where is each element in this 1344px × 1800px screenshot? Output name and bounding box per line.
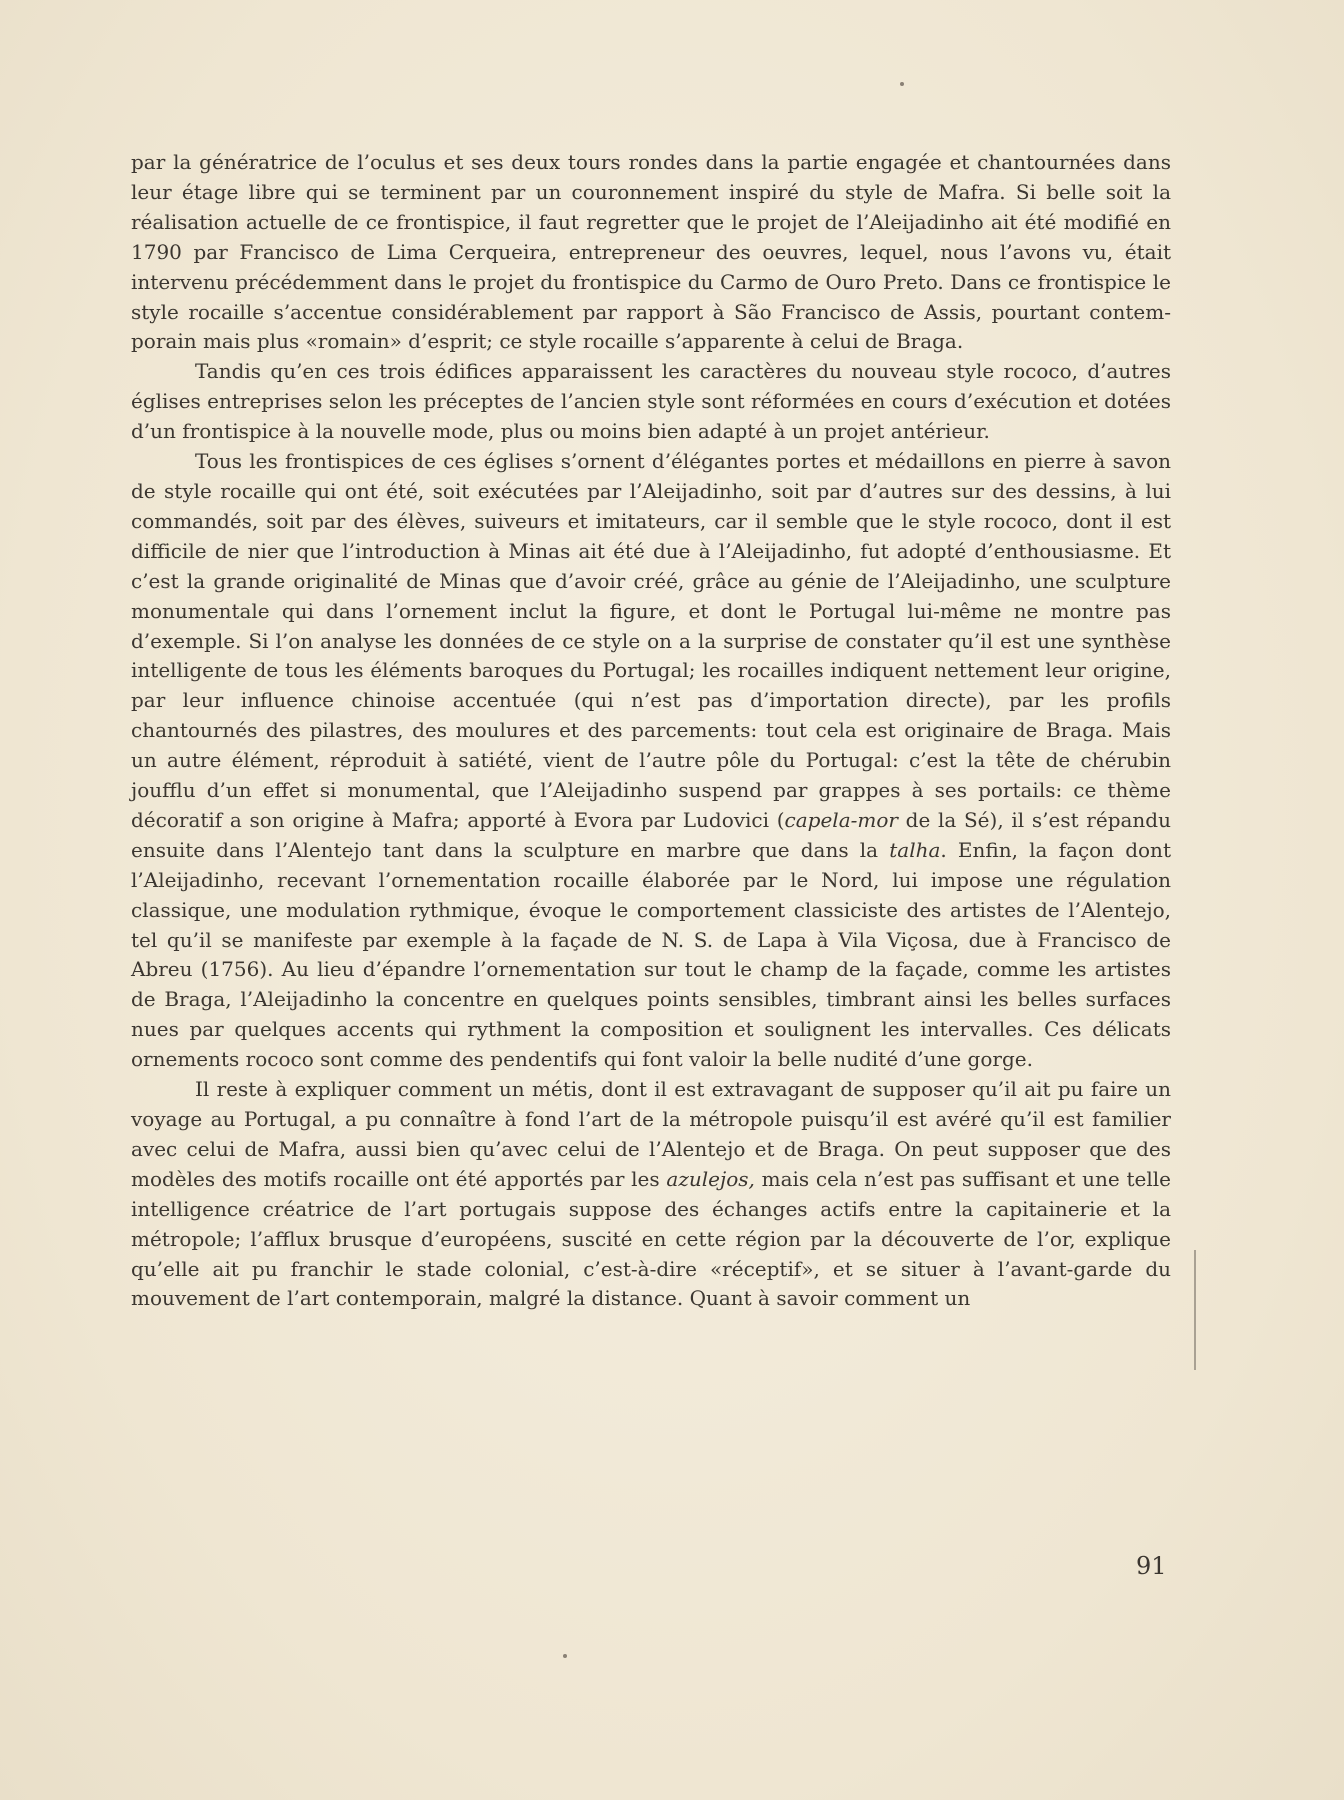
text-run: Tous les frontispices de ces églises s’ornent d’élégantes portes et médaillons en pierre à savon de style rocaille qui ont été, soit exécutées par l’Aleijadinho, soit par d’autres sur des dessins, à lui commandés, soit par des élèves, suiveurs et imitateurs, car il semble que le style rococo, dont il est difficile de nier que l’introduction à Minas ait été due à l’Aleijadinho, fut adopté d’enthousiasme. Et c’est la grande originalité de Minas que d’avoir créé, grâce au génie de l’Aleijadinho, une sculpture monumentale qui dans l’ornement inclut la figure, et dont le Portugal lui-même ne montre pas d’exemple. Si l’on analyse les données de ce style on a la surprise de constater qu’il est une synthèse intelligente de tous les éléments baroques du Portugal; les rocailles indiquent nettement leur origine, par leur influence chinoise accentuée (qui n’est pas d’importation directe), par les profils chantournés des pilastres, des moulures et des parcements: tout cela est originaire de Braga. Mais un autre élément, réproduit à satiété, vient de l’autre pôle du Portugal: c’est la tête de chérubin joufflu d’un effet si monumental, que l’Aleijadinho suspend par grappes à ses portails: ce thème décoratif a son origine à Mafra; apporté à Evora par Ludovici ( <box>131 449 1171 832</box>
text-run: mais cela n’est pas suffisant et une telle intelligence créatrice de l’art portugais suppose des échanges actifs entre la capitainerie et la métropole; l’afflux brusque d’européens, suscité en cette région par la découverte de l’or, explique qu’elle ait pu franchir le stade colonial, c’est-à-dire «réceptif», et se situer à l’avant-garde du mouvement de l’art contemporain, malgré la distance. Quant à savoir comment un <box>131 1166 1171 1311</box>
paragraph: par la génératrice de l’oculus et ses deux tours rondes dans la partie engagée et chantournées dans leur étage libre qui se terminent par un couronnement inspiré du style de Mafra. Si belle soit la réalisation actuelle de ce frontispice, il faut regretter que le projet de l’Aleijadinho ait été modifié en 1790 par Francisco de Lima Cerqueira, entrepreneur des oeuvres, lequel, nous l’avons vu, était intervenu précédemment dans le projet du frontispice du Carmo de Ouro Preto. Dans ce frontispice le style rocaille s’accentue considérablement par rapport à São Francisco de Assis, pourtant contemporain mais plus «romain» d’esprit; ce style rocaille s’apparente à celui de Braga. <box>131 150 1171 354</box>
italic-term: azulejos, <box>666 1166 755 1191</box>
paper-speck <box>563 1654 567 1658</box>
paper-speck <box>900 82 904 86</box>
paragraph <box>131 1075 1171 1314</box>
page-number: 91 <box>1136 1552 1167 1580</box>
italic-term: talha <box>889 837 941 862</box>
italic-term: capela-mor <box>784 807 898 832</box>
text-run: . Enfin, la façon dont l’Aleijadinho, recevant l’ornementation rocaille élaborée par le Nord, lui impose une régulation classique, une modulation rythmique, évoque le comportement classiciste des artistes de l’Alentejo, tel qu’il se manifeste par exemple à la façade de N. S. de Lapa à Vila Viçosa, due à Francisco de Abreu (1756). Au lieu d’épandre l’ornementation sur tout le champ de la façade, comme les artistes de Braga, l’Aleijadinho la concentre en quelques points sensibles, timbrant ainsi les belles surfaces nues par quelques accents qui rythment la composition et soulignent les intervalles. Ces délicats ornements rococo sont comme des pendentifs qui font valoir la belle nudité d’une gorge. <box>131 837 1171 1072</box>
margin-mark <box>1194 1250 1196 1370</box>
body-text <box>131 148 1171 1314</box>
text-run: de la Sé), il s’est répandu ensuite dans l’Alentejo tant dans la sculpture en marbre que dans la <box>131 807 1171 862</box>
paragraph <box>131 447 1171 1075</box>
text-run: Il reste à expliquer comment un métis, dont il est extravagant de supposer qu’il ait pu faire un voyage au Portugal, a pu connaître à fond l’art de la métropole puisqu’il est avéré qu’il est familier avec celui de Mafra, aussi bien qu’avec celui de l’Alentejo et de Braga. On peut supposer que des modèles des motifs rocaille ont été apportés par les <box>131 1077 1171 1191</box>
paragraph: Tandis qu’en ces trois édifices apparaissent les caractères du nouveau style rococo, d’autres églises entreprises selon les préceptes de l’ancien style sont réformées en cours d’exécution et dotées d’un frontispice à la nouvelle mode, plus ou moins bien adapté à un projet antérieur. <box>131 359 1171 444</box>
